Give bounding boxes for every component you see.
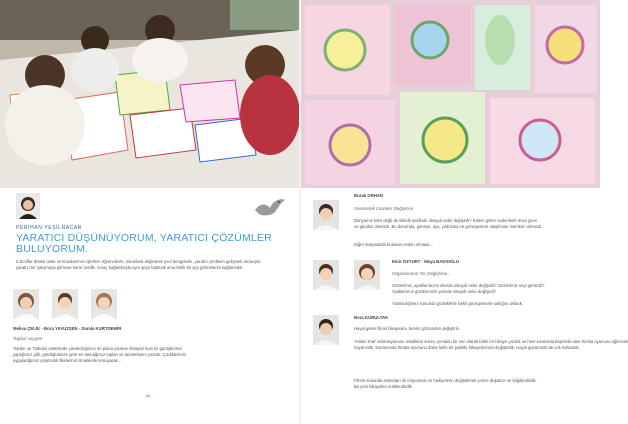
s3-title: Hayal gelen filmin hikayesini, benim gözümden değiştirin. <box>354 326 461 331</box>
s2-line3: Yaratıcılığımız sonunda gözlüklerle farklı gezegenlerin varlığını anlatık. <box>392 301 523 306</box>
story-title: Topları Uçuyor <box>13 336 43 341</box>
student-photo-3 <box>91 289 117 319</box>
s1-name: Burak ORHAN <box>354 193 384 198</box>
author-portrait <box>16 193 40 219</box>
article-title-line2: BULUYORUM. <box>16 243 89 255</box>
article-title-line1: YARATICI DÜŞÜNÜYORUM, YARATICI ÇÖZÜMLER <box>16 232 272 244</box>
dove-icon <box>253 196 287 220</box>
s2-title: Organlarımız Yer Değiştirse... <box>392 271 451 276</box>
s1-line1: Dünyamız küre değil de silindir şeklinde olsaydı neler değişirdi? Kalem gelen nedenlerle önce gece <box>354 218 538 223</box>
student-photo-1 <box>13 289 39 319</box>
story-line3: uyguladığımız yaratıcılık fikirlerinizi örneklerle konuşarak... <box>13 358 122 363</box>
s2-line2: Ayaklarımız gözlerimizin yerinde olsaydı neler değişirdi? <box>392 289 496 294</box>
s1-line3: Diğer dünyalarda bulunan neden olmasa... <box>354 242 433 247</box>
s1-line2: ve gündüz olmazdı. Bu durumda, güneşe, aya, yıldızlara ve gezegenlere ulaşılması mümkün olmazdı. <box>354 224 543 229</box>
page-spine <box>299 0 301 424</box>
s3-line1: 'Arslan Kral' animasyonunu izledikten sonra, yeniden bir son olarak farklı bir hikaye yazdık ve hem sırasında başrolde olan Simba oyununu eğlenceli <box>354 339 628 344</box>
s3-line4: Bu yeni hikayeleri renklendirdik. <box>354 384 413 389</box>
s3-line2: hayal ettik. Sonrasında Simba oyununu daha farklı bir şekilde hikayelerimizi değiştirdik. Hayal gücümüzü de çok kullandık. <box>354 345 580 350</box>
s2-line1: Gözlerimiz, ayaklarımızın altında olsaydı neler değişirdi? Gözlerimiz neyi görürdü? <box>392 283 545 288</box>
s3-line3: Filmin sonunda arslanları ile empomasi ve hediyelerin değiştirmek yerine düşünce ve bilgilendirdik. <box>354 378 537 383</box>
students-names: Melisa ÇELİK - Bora YAVUZŞEN - Damla KURTDEMİR <box>13 326 122 331</box>
author-name: PERİHAN YEŞİLNACAR <box>16 225 83 231</box>
student-photo-2 <box>52 289 78 319</box>
story-line1: Topları ve Tutkular ünitesinde yaratıcılığımızı ön plana çıkaran detaylar kum ile görüşlerimiz <box>13 346 183 351</box>
intro-line2: yaratıcı bir çalışmaya girmeye karar verdik. Amaç bağlantılıyla aynı şeye bakmak ama farklı bir şey görmelerini sağlamaktı. <box>16 265 244 270</box>
page-number: 84 <box>146 393 151 398</box>
s2-photo-1 <box>313 260 339 290</box>
s3-name: Bora KURULTAK <box>354 315 389 320</box>
s1-title: Geometrik Cisimler Değişince <box>354 206 414 211</box>
s2-name: Emir ÖZYURT - Maya BAKIOĞLU <box>392 259 460 264</box>
s1-photo <box>313 200 339 230</box>
s3-photo <box>313 315 339 345</box>
s2-photo-2 <box>354 260 380 290</box>
posters-photo <box>300 0 600 188</box>
story-line2: yaptığımız gibi, gördüğümüze göre en tanıdığımız topları ve tanıtımlarını yazdık. Çizdiklerimiz <box>13 352 186 357</box>
intro-line1: 2.Sınıflar dünkü ünite ve konularımızı işlerken öğrencilerle, sorunlara değinerek yeni dengelerle, yaratıcı problem gelişmek amacıyla <box>16 259 261 264</box>
classroom-photo <box>0 0 300 188</box>
